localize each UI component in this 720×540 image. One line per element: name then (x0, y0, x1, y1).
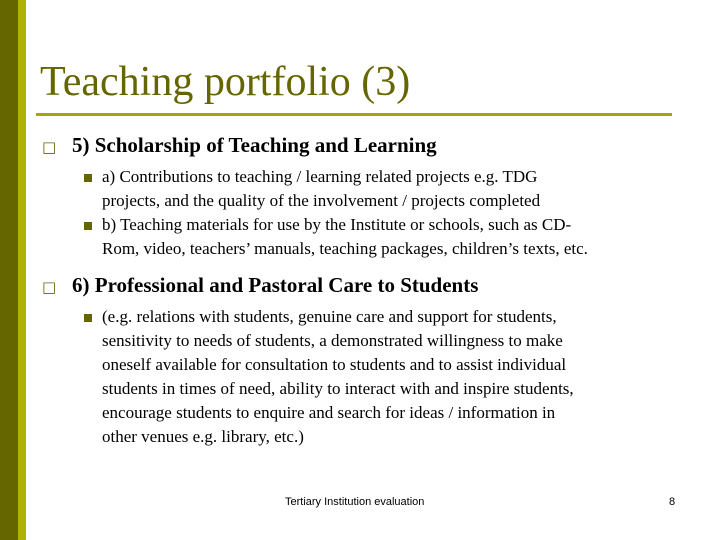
square-outline-bullet-icon: □ (42, 278, 57, 296)
list-item (102, 165, 692, 213)
list-item-line: Rom, video, teachers’ manuals, teaching packages, children’s texts, etc. (102, 239, 588, 258)
sidebar-stripe-dark (0, 0, 18, 540)
list-item-line: b) Teaching materials for use by the Institute or schools, such as CD- (102, 215, 572, 234)
section-heading: 5) Scholarship of Teaching and Learning (72, 133, 437, 157)
list-item (102, 213, 692, 261)
title-underline (36, 113, 672, 116)
square-bullet-icon (84, 222, 92, 230)
page-number: 8 (669, 496, 676, 508)
section-heading: 6) Professional and Pastoral Care to Students (72, 273, 479, 297)
list-item-line: projects, and the quality of the involvement / projects completed (102, 191, 541, 210)
list-item-line: oneself available for consultation to students and to assist individual (102, 355, 567, 374)
square-bullet-icon (84, 314, 92, 322)
square-bullet-icon (84, 174, 92, 182)
list-item-line: (e.g. relations with students, genuine care and support for students, (102, 307, 557, 326)
list-item-line: a) Contributions to teaching / learning related projects e.g. TDG (102, 167, 538, 186)
footer-text: Tertiary Institution evaluation (285, 496, 425, 508)
list-item-line: encourage students to enquire and search for ideas / information in (102, 403, 556, 422)
list-item-line: sensitivity to needs of students, a demonstrated willingness to make (102, 331, 563, 350)
list-item-line: students in times of need, ability to interact with and inspire students, (102, 379, 574, 398)
square-outline-bullet-icon: □ (42, 138, 57, 156)
list-item-line: other venues e.g. library, etc.) (102, 427, 304, 446)
sidebar-stripe-light (18, 0, 26, 540)
slide-title: Teaching portfolio (3) (40, 59, 411, 105)
list-item (102, 305, 692, 449)
